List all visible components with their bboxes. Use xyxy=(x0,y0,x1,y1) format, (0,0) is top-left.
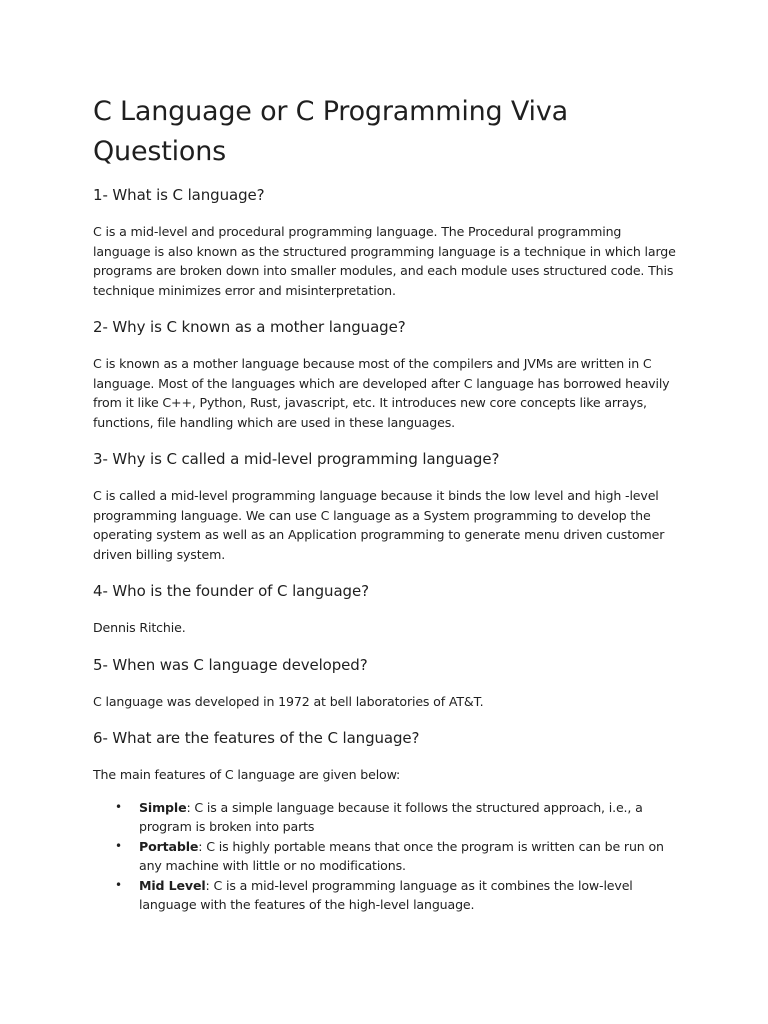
bullet-icon: • xyxy=(115,877,122,892)
feature-text: : C is a mid-level programming language as it combines the low-level language with the features of the high-level language. xyxy=(139,877,633,912)
bullet-icon: • xyxy=(115,838,122,853)
question-heading: 4- Who is the founder of C language? xyxy=(93,582,369,600)
answer-paragraph: C language was developed in 1972 at bell laboratories of AT&T. xyxy=(93,693,484,709)
question-heading: 3- Why is C called a mid-level programming language? xyxy=(93,450,500,468)
answer-paragraph: C is a mid-level and procedural programming language. The Procedural programming language is also known as the structured programming language is a technique in which large programs are broken down into smaller modules, and each module uses structured code. This technique minimizes error and misinterpretation. xyxy=(93,224,676,298)
answer-paragraph: C is called a mid-level programming language because it binds the low level and high -level programming language. We can use C language as a System programming to develop the operating system as well as an Application programming to generate menu driven customer driven billing system. xyxy=(93,488,665,562)
document-page xyxy=(93,92,678,915)
feature-term: Mid Level xyxy=(139,877,206,893)
question-heading: 1- What is C language? xyxy=(93,186,265,204)
feature-text: : C is highly portable means that once the program is written can be run on any machine with little or no modifications. xyxy=(139,838,664,873)
answer-paragraph: C is known as a mother language because most of the compilers and JVMs are written in C language. Most of the languages which are developed after C language has borrowed heavily from it like C++, Python, Rust, javascript, etc. It introduces new core concepts like arrays, functions, file handling which are used in these languages. xyxy=(93,356,670,430)
question-heading: 2- Why is C known as a mother language? xyxy=(93,318,406,336)
list-item xyxy=(115,837,678,875)
features-list xyxy=(93,798,678,914)
feature-term: Portable xyxy=(139,838,199,854)
list-item xyxy=(115,798,678,836)
list-item xyxy=(115,876,678,914)
answer-paragraph: The main features of C language are given below: xyxy=(93,767,401,782)
answer-paragraph: Dennis Ritchie. xyxy=(93,620,186,635)
feature-term: Simple xyxy=(139,799,187,815)
bullet-icon: • xyxy=(115,799,122,814)
question-heading: 6- What are the features of the C language? xyxy=(93,729,420,747)
page-title: C Language or C Programming Viva Questions xyxy=(93,96,568,167)
feature-text: : C is a simple language because it follows the structured approach, i.e., a program is broken into parts xyxy=(139,799,643,834)
question-heading: 5- When was C language developed? xyxy=(93,655,368,674)
